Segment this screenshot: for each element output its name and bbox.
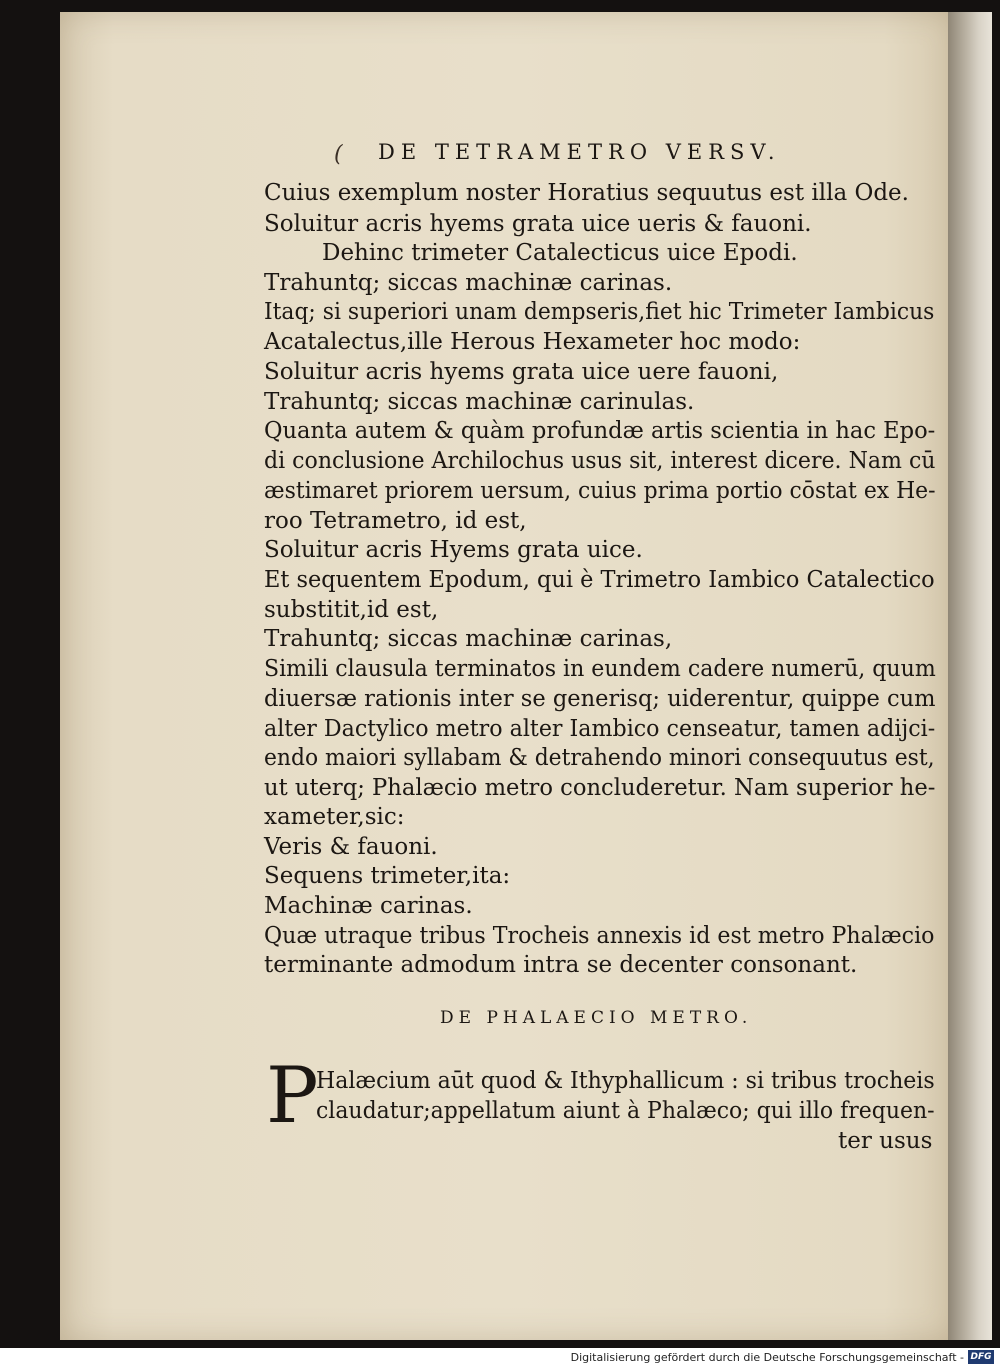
text-line: Trahuntq; siccas machinæ carinas. — [264, 270, 673, 296]
text-line: terminante admodum intra se decenter consonant. — [264, 952, 858, 978]
text-line: Acatalectus,ille Herous Hexameter hoc modo: — [264, 329, 801, 355]
text-line: Et sequentem Epodum, qui è Trimetro Iambico Catalectico — [264, 567, 935, 593]
section-title: DE PHALAECIO METRO. — [440, 1008, 753, 1028]
page-edge — [948, 12, 992, 1340]
text-line: xameter,sic: — [264, 804, 405, 830]
text-line: Dehinc trimeter Catalecticus uice Epodi. — [322, 240, 798, 266]
text-line: Soluitur acris Hyems grata uice. — [264, 537, 643, 563]
text-line: substitit,id est, — [264, 597, 439, 623]
drop-cap: P — [266, 1051, 319, 1141]
text-line: Veris & fauoni. — [264, 834, 438, 860]
text-line: Itaq; si superiori unam dempseris,fiet hic Trimeter Iambicus — [264, 299, 935, 325]
catchword: ter usus — [838, 1128, 933, 1154]
text-line: Sequens trimeter,ita: — [264, 863, 511, 889]
text-line: claudatur;appellatum aiunt à Phalæco; qui illo frequen- — [316, 1098, 935, 1124]
text-line: Trahuntq; siccas machinæ carinas, — [264, 626, 673, 652]
text-line: diuersæ rationis inter se generisq; uiderentur, quippe cum — [264, 686, 936, 712]
text-line: alter Dactylico metro alter Iambico censeatur, tamen adijci- — [264, 716, 936, 742]
text-line: Trahuntq; siccas machinæ carinulas. — [264, 389, 695, 415]
text-line: Quanta autem & quàm profundæ artis scientia in hac Epo- — [264, 418, 936, 444]
text-line: ut uterq; Phalæcio metro concluderetur. Nam superior he- — [264, 775, 936, 801]
text-line: Machinæ carinas. — [264, 893, 473, 919]
text-line: Simili clausula terminatos in eundem cadere numerū, quum — [264, 656, 936, 682]
text-line: Soluitur acris hyems grata uice uere fauoni, — [264, 359, 779, 385]
text-line: Quæ utraque tribus Trocheis annexis id est metro Phalæcio — [264, 923, 935, 949]
running-head: DE TETRAMETRO VERSV. — [378, 140, 781, 164]
text-line: roo Tetrametro, id est, — [264, 508, 527, 534]
text-line: Cuius exemplum noster Horatius sequutus est illa Ode. — [264, 180, 909, 206]
text-line: di conclusione Archilochus usus sit, interest dicere. Nam cū — [264, 448, 936, 474]
footer-credit: Digitalisierung gefördert durch die Deutsche Forschungsgemeinschaft - — [570, 1351, 964, 1364]
text-line: æstimaret priorem uersum, cuius prima portio cōstat ex He- — [264, 478, 936, 504]
text-line: Soluitur acris hyems grata uice ueris & fauoni. — [264, 211, 812, 237]
margin-mark: ( — [334, 142, 343, 167]
text-line: Halæcium aūt quod & Ithyphallicum : si tribus trocheis — [316, 1068, 935, 1094]
dfg-logo: DFG — [968, 1350, 994, 1364]
text-line: endo maiori syllabam & detrahendo minori consequutus est, — [264, 745, 935, 771]
